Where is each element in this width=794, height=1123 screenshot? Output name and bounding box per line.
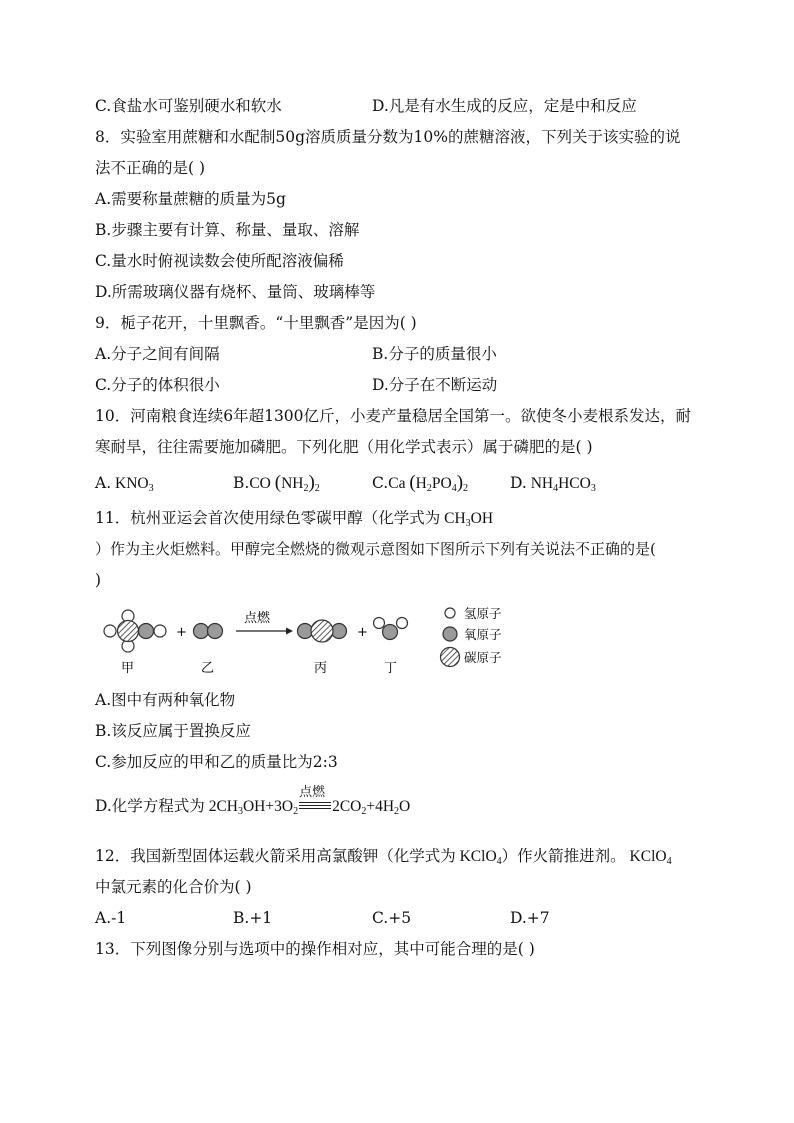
svg-text:碳原子: 碳原子 [464,650,502,665]
q11-option-b: B.该反应属于置换反应 [95,722,251,740]
q8-option-d: D.所需玻璃仪器有烧杯、量筒、玻璃棒等 [95,283,376,301]
q9-option-b: B.分子的质量很小 [372,345,497,363]
q12-stem-line1: 12．我国新型固体运载火箭采用高氯酸钾（化学式为 KClO$_4$）作火箭推进剂。 KClO$_4$ [95,847,672,867]
q10-option-a: A. $KNO_3$ [95,474,154,494]
q7-option-c: C.食盐水可鉴别硬水和软水 [95,97,282,115]
plus-sign-2: + [357,625,368,640]
q8-option-a: A.需要称量蔗糖的质量为5g [95,190,286,208]
q11-option-a: A.图中有两种氧化物 [95,691,236,709]
q11-stem-line2: ）作为主火炬燃料。甲醇完全燃烧的微观示意图如下图所示下列有关说法不正确的是( [95,540,656,558]
reaction-condition: 点燃 [244,611,271,626]
q8-option-b: B.步骤主要有计算、称量、量取、溶解 [95,221,360,239]
q10-stem-line2: 寒耐旱，往往需要施加磷肥。下列化肥（用化学式表示）属于磷肥的是( ) [95,438,593,456]
q11-option-d: D.化学方程式为 $2CH_3OH+3O_2$ 点燃 $2CO_2+4H_2O$ [95,785,411,817]
legend-carbon [441,648,502,667]
label-ding: 丁 [384,661,398,676]
q12-option-d: D.+7 [510,909,550,927]
molecule-oxygen-icon [194,624,223,639]
label-yi: 乙 [201,661,215,676]
q10-option-c: C.Ca $(H_2PO_4)_2$ [372,472,469,494]
legend-oxygen [443,627,502,642]
q9-option-c: C.分子的体积很小 [95,376,220,394]
q10-option-d: D. $NH_4HCO_3$ [510,474,596,494]
q12-option-c: C.+5 [372,909,412,927]
svg-text:氧原子: 氧原子 [464,627,502,642]
q11-stem-line3: ) [95,571,102,589]
molecule-carbon-dioxide-icon [298,620,347,642]
legend-hydrogen [445,606,502,621]
plus-sign-1: + [176,625,187,640]
q11-option-c: C.参加反应的甲和乙的质量比为2:3 [95,753,338,771]
equals-condition-mark: 点燃 [298,800,332,814]
q13-stem: 13．下列图像分别与选项中的操作相对应，其中可能合理的是( ) [95,940,535,958]
molecule-water-icon [374,618,408,640]
q8-option-c: C.量水时俯视读数会使所配溶液偏稀 [95,252,344,270]
q8-stem-line1: 8．实验室用蔗糖和水配制50g溶质质量分数为10%的蔗糖溶液，下列关于该实验的说 [95,128,681,146]
q8-stem-line2: 法不正确的是( ) [95,159,206,177]
label-jia: 甲 [121,661,135,676]
q12-option-b: B.+1 [233,909,273,927]
q12-stem-line2: 中氯元素的化合价为( ) [95,878,252,896]
q10-option-b: B.CO $(NH_2)_2$ [233,472,320,494]
q10-stem-line1: 10．河南粮食连续6年超1300亿斤，小麦产量稳居全国第一。欲使冬小麦根系发达，耐 [95,407,692,425]
reaction-arrow-icon [236,628,293,635]
q7-option-d: D.凡是有水生成的反应，定是中和反应 [372,97,637,115]
q11-stem-line1: 11．杭州亚运会首次使用绿色零碳甲醇（化学式为 $CH_3OH$ [95,509,494,529]
q9-stem: 9．栀子花开，十里飘香。“十里飘香”是因为( ) [95,314,417,332]
svg-text:氢原子: 氢原子 [464,606,502,621]
label-bing: 丙 [314,661,328,676]
q9-option-a: A.分子之间有间隔 [95,345,220,363]
reaction-diagram [100,606,520,678]
molecule-methanol-icon [104,610,166,652]
q9-option-d: D.分子在不断运动 [372,376,498,394]
q12-option-a: A.-1 [95,909,127,927]
